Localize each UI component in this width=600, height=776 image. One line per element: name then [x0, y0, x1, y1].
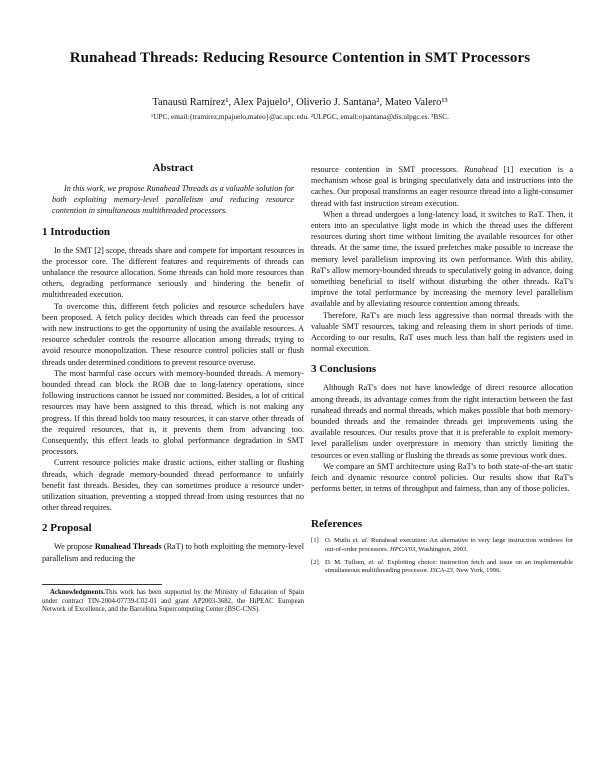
proposal-cont-post: [1] execution is a mechanism whose goal is bringing speculatively data and instructions into the caches. Our proposal transforms an eager resource thread into a light-consumer thread with fast instruction stream execution.: [311, 165, 574, 208]
proposal-heading: 2 Proposal: [42, 522, 92, 535]
left-column: [42, 162, 304, 615]
acknowledgments-footnote: [42, 589, 304, 615]
abstract-text: In this work, we propose Runahead Threads as a valuable solution for both exploiting memory-level parallelism and reducing resource contention in simultaneous multithreaded processors.: [52, 184, 295, 216]
ref-etal: et. al.: [352, 537, 369, 545]
conclusions-paragraph-2: We compare an SMT architecture using RaT's to both state-of-the-art static fetch and dynamic resource control policies. Our results show that RaT's performs better, in terms of throughput and fairness, than any of those policies.: [311, 461, 573, 494]
proposal-paragraph-3: Therefore, RaT's are much less aggressive than normal threads with the valuable SMT resources, taking and releasing them in short periods of time. According to our results, RaT uses much less than half the registers used in normal execution.: [311, 310, 573, 354]
intro-paragraph-4: Current resource policies make drastic actions, either stalling or flushing threads, which degrade memory-bounded thread performance to unfairly benefit fast threads. Besides, they can sometimes produce a resource under-utilization situation, preventing a stopped thread from using resources that no other thread requires.: [42, 458, 304, 513]
ref-venue: HPCA'03: [390, 546, 416, 554]
ref-title: Exploiting choice: instruction fetch and issue on an implementable simultaneous multithreading processor.: [325, 558, 573, 575]
paper-title: Runahead Threads: Reducing Resource Contention in SMT Processors: [69, 50, 531, 66]
proposal-cont-italic: Runahead: [464, 165, 498, 174]
intro-paragraph-3: The most harmful case occurs with memory-bounded threads. A memory-bounded thread can block the ROB due to long-latency operations, since following instructions cannot be issued nor committed. Besides, a lot of critical resources may have been assigned to this thread, which is not making any progress. If this thread holds too many resources, it can starve other threads of the required resources, that is, it prevents them from advancing too. Consequently, this effect leads to global performance degradation in SMT processors.: [42, 368, 304, 457]
proposal-cont-pre: resource contention in SMT processors.: [311, 165, 465, 174]
proposal-p1-post: (RaT) to both exploiting the memory-level parallelism and reducing the: [42, 542, 304, 563]
reference-text: [325, 537, 573, 554]
ref-title: Runahead execution: An alternative to very large instruction windows for out-of-order processors.: [325, 537, 573, 554]
introduction-heading: 1 Introduction: [42, 225, 110, 238]
proposal-p1-pre: We propose: [54, 542, 95, 552]
conclusions-paragraph-1: Although RaT's does not have knowledge of direct resource allocation among threads, its advantage comes from the right interaction between the fast runahead threads and normal threads, which makes possible that both memory-bounded threads and the remainder threads get improvements using the available resources. Our results prove that it is preferable to exploit memory-level parallelism under overpressure in memory than strictly limiting the resources or even stalling or flushing the threads as some previous work does.: [311, 383, 573, 460]
abstract-heading: Abstract: [152, 162, 194, 174]
ref-author: D. M. Tullsen,: [325, 558, 369, 566]
intro-paragraph-1: In the SMT [2] scope, threads share and compete for important resources in the processor core. The different features and requirements of threads can unbalance the resource allocation. Some threads can hold more resources than others, degrading performance seriously and hindering the benefit of multithreaded execution.: [42, 245, 304, 300]
footnote-text: This work has been supported by the Ministry of Education of Spain under contract TIN-2004-07739-C02-01 and grant AP2003-3682, the HiPEAC European Network of Excellence, and the Barcelona Supercomputing Center (BSC-CNS).: [42, 588, 304, 614]
references-heading: References: [311, 518, 363, 531]
intro-paragraph-2: To overcome this, different fetch policies and resource schedulers have been proposed. A fetch policy decides which threads can feed the processor with new instructions to get the opportunity of using the available resources. A resource scheduler controls the resource allocation among threads, trying to avoid resource monopolization. These resource control policies stall or flush threads under determined conditions to prevent resource overuse.: [42, 301, 304, 367]
reference-number: [2]: [311, 558, 319, 566]
ref-author: O. Mutlu: [325, 537, 353, 545]
proposal-p1-bold: Runahead Threads: [94, 542, 162, 552]
ref-location: , New York, 1996.: [452, 567, 502, 575]
reference-number: [1]: [311, 537, 319, 545]
ref-location: , Washington, 2003.: [415, 546, 468, 554]
conclusions-heading: 3 Conclusions: [311, 363, 377, 376]
footnote-bold: Acknowledgments.: [50, 588, 105, 596]
affiliations: ¹UPC, email:{tramirez,mpajuelo,mateo}@ac.upc.edu. ²ULPGC, email:ojsantana@dis.ulpgc.es. ³BSC.: [151, 112, 449, 121]
ref-venue: ISCA-23: [430, 567, 453, 575]
footnote-rule: [42, 584, 162, 585]
ref-etal: et. al.: [368, 558, 385, 566]
reference-text: [325, 559, 573, 576]
reference-item: [311, 559, 573, 576]
proposal-paragraph-1-continued: [311, 164, 573, 209]
proposal-paragraph-2: When a thread undergoes a long-latency load, it switches to RaT. Then, it enters into an speculative light mode in which the thread uses the different resources during short time without limiting the available resources for other threads. At the same time, the issued prefetches make possible to increase the memory level parallelism improving its own performance. With this ability, RaT's allow memory-bounded threads to speculatively going in advance, doing something beneficial to itself without disturbing the other threads. RaT's improve the total performance by increasing the memory level parallelism available and by alleviating resource contention among threads.: [311, 209, 573, 309]
right-column: [311, 164, 573, 580]
reference-item: [311, 537, 573, 554]
proposal-paragraph-1: [42, 541, 304, 563]
references-section: [311, 518, 573, 575]
author-list: Tanausú Ramírez¹, Alex Pajuelo¹, Oliverio J. Santana², Mateo Valero¹³: [152, 97, 448, 108]
